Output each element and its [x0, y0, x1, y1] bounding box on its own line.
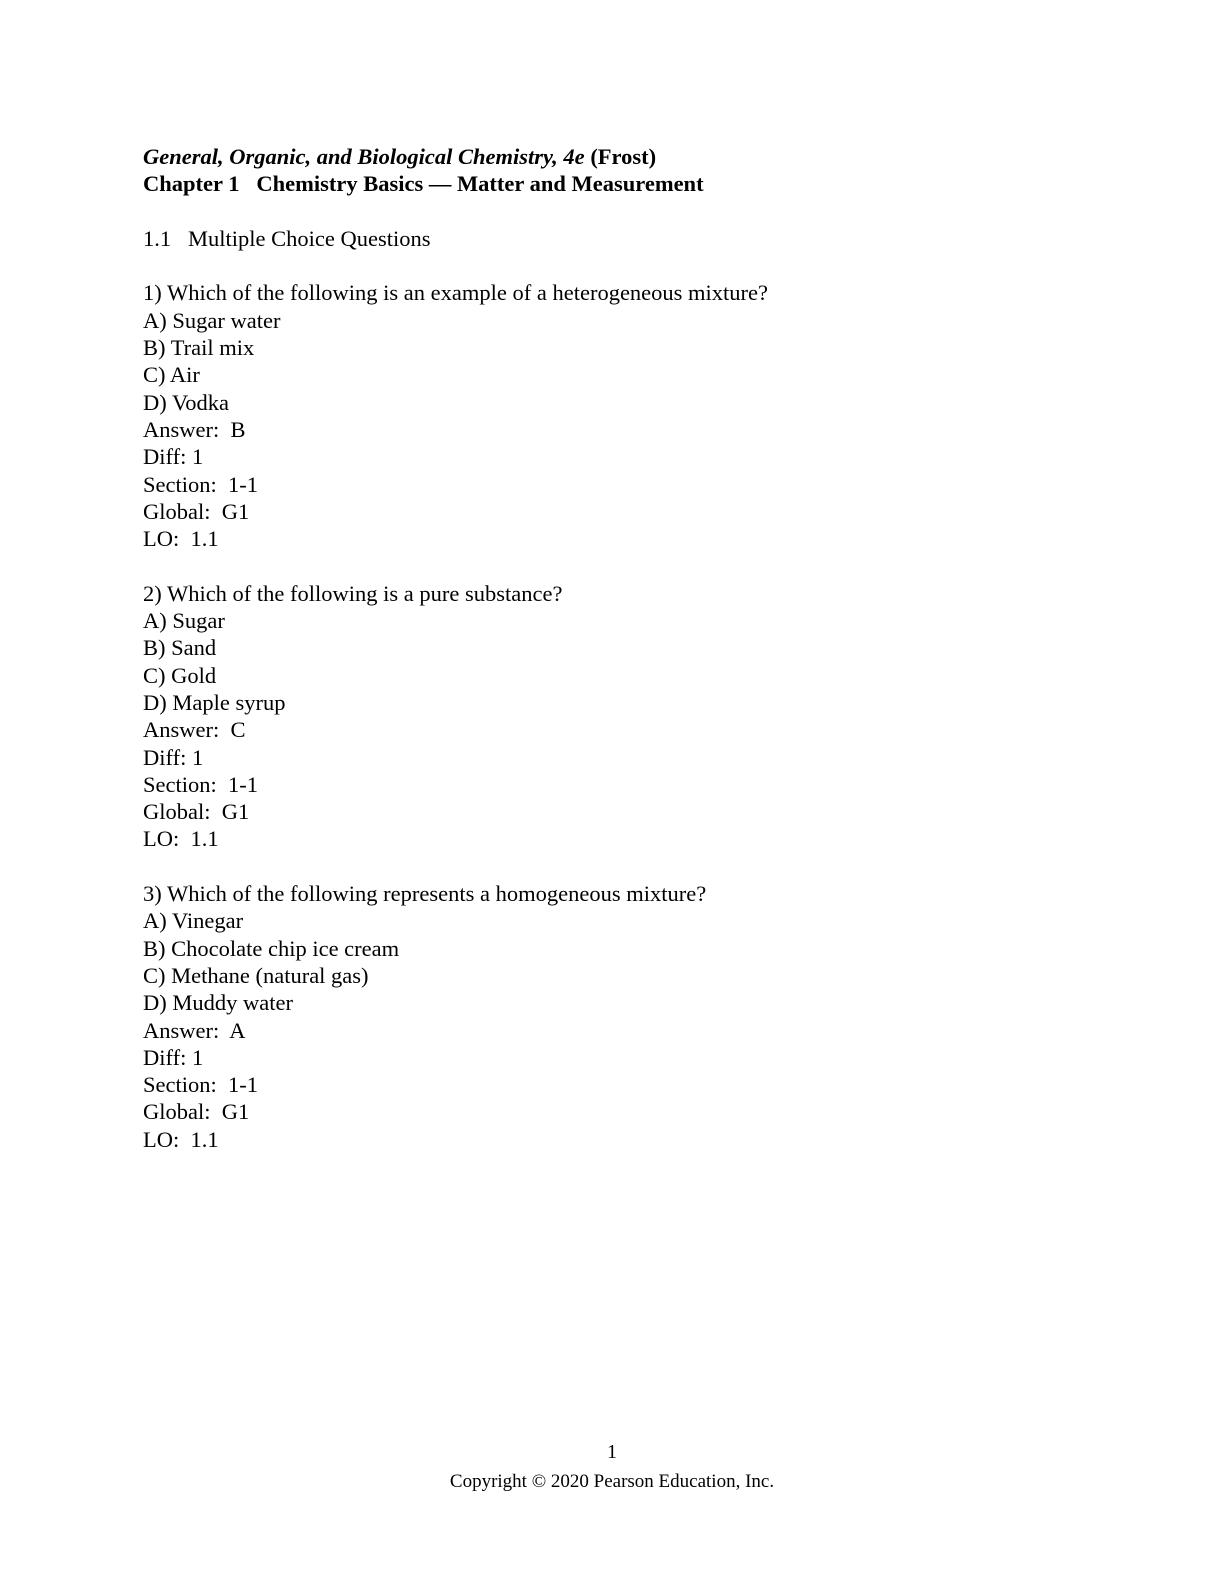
question-block [143, 279, 1043, 552]
option-c: C) Air [143, 362, 200, 388]
question-text: 1) Which of the following is an example of a heterogeneous mixture? [143, 280, 769, 306]
option-d: D) Maple syrup [143, 689, 286, 715]
answer: Answer: A [143, 1017, 246, 1043]
answer: Answer: C [143, 717, 246, 743]
option-c: C) Methane (natural gas) [143, 962, 369, 988]
section-ref: Section: 1-1 [143, 1072, 258, 1098]
option-a: A) Sugar water [143, 307, 281, 333]
option-d: D) Vodka [143, 389, 230, 415]
book-author: (Frost) [584, 144, 657, 169]
option-a: A) Vinegar [143, 908, 244, 934]
option-c: C) Gold [143, 662, 217, 688]
learning-objective: LO: 1.1 [143, 1126, 219, 1152]
difficulty: Diff: 1 [143, 1044, 204, 1070]
learning-objective: LO: 1.1 [143, 826, 219, 852]
section-ref: Section: 1-1 [143, 471, 258, 497]
option-b: B) Sand [143, 635, 217, 661]
question-text: 3) Which of the following represents a homogeneous mixture? [143, 881, 707, 907]
option-a: A) Sugar [143, 608, 225, 634]
question-text: 2) Which of the following is a pure substance? [143, 580, 563, 606]
book-title-line [143, 143, 1043, 170]
question-block [143, 580, 1043, 853]
document-body [143, 143, 1043, 1153]
copyright-notice: Copyright © 2020 Pearson Education, Inc. [449, 1471, 775, 1492]
learning-objective: LO: 1.1 [143, 526, 219, 552]
page-number: 1 [607, 1441, 617, 1463]
chapter-title: Chapter 1 Chemistry Basics — Matter and Measurement [143, 171, 704, 197]
option-b: B) Chocolate chip ice cream [143, 935, 400, 961]
option-d: D) Muddy water [143, 990, 293, 1016]
difficulty: Diff: 1 [143, 444, 204, 470]
difficulty: Diff: 1 [143, 744, 204, 770]
answer: Answer: B [143, 416, 246, 442]
section-heading: 1.1 Multiple Choice Questions [143, 225, 431, 251]
section-ref: Section: 1-1 [143, 771, 258, 797]
option-b: B) Trail mix [143, 335, 255, 361]
global-ref: Global: G1 [143, 1099, 250, 1125]
book-title: General, Organic, and Biological Chemistry, 4e [143, 144, 585, 169]
global-ref: Global: G1 [143, 799, 250, 825]
global-ref: Global: G1 [143, 498, 250, 524]
question-block [143, 880, 1043, 1153]
